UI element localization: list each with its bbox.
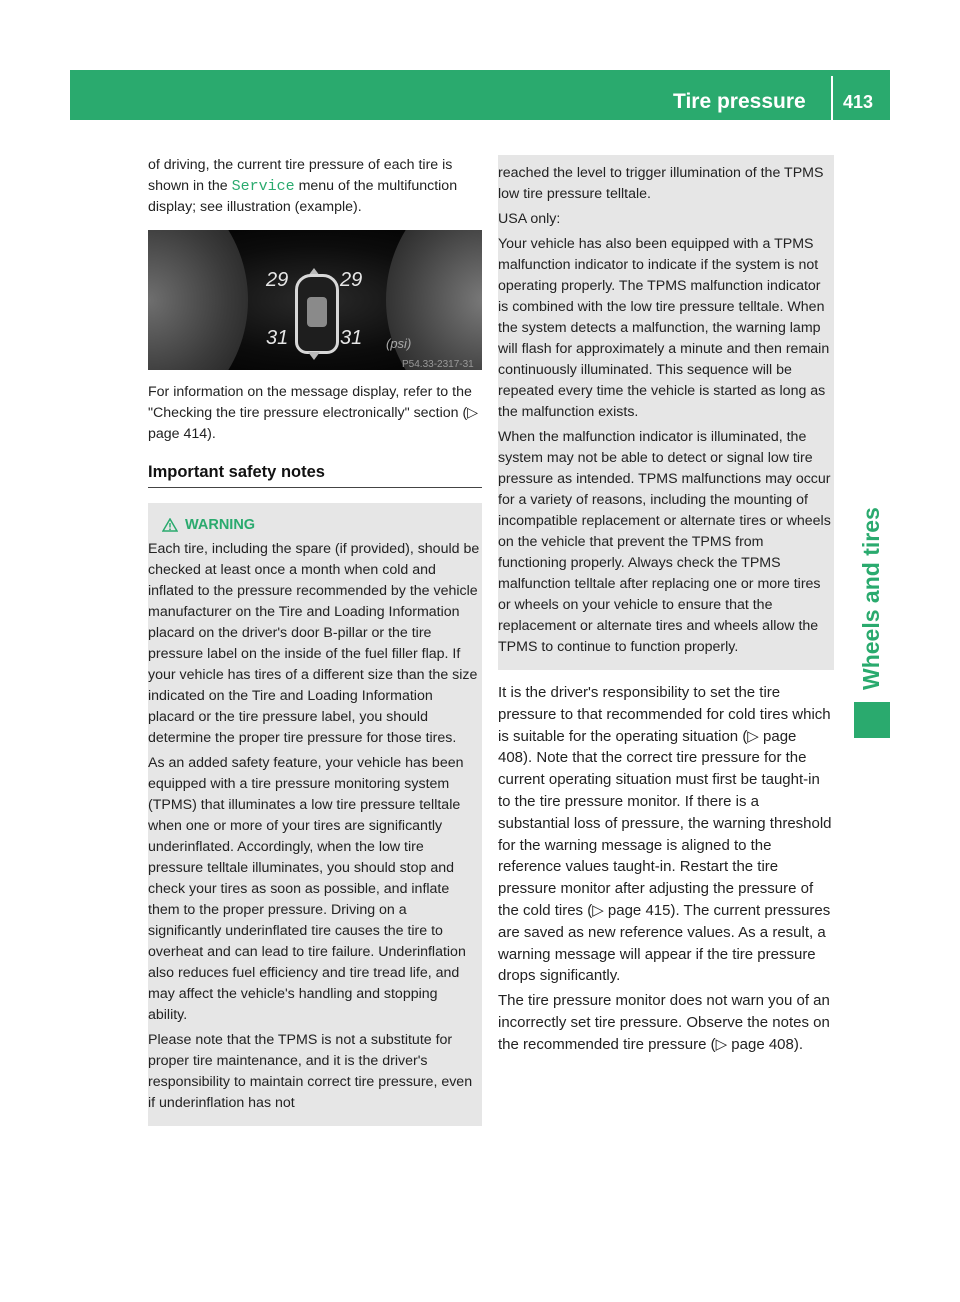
section-heading: Important safety notes	[148, 461, 482, 488]
right-body	[498, 682, 834, 1056]
warning-header	[162, 515, 480, 535]
warning-paragraph-2: As an added safety feature, your vehicle has been equipped with a tire pressure monitoring system (TPMS) that illuminates a low tire pressure telltale when one or more of your tires are significantly underinflated. Accordingly, when the low tire pressure telltale illuminates, you should stop and check your tires as soon as possible, and inflate them to the proper pressure. Driving on a significantly underinflated tire causes the tire to overheat and can lead to tire failure. Underinflation also reduces fuel efficiency and tire tread life, and may affect the vehicle's handling and stopping ability.	[148, 755, 466, 1023]
tire-pressure-display-illustration	[148, 230, 482, 370]
body-paragraph-1: It is the driver's responsibility to set the tire pressure to that recommended for cold tires which is suitable for the operating situation (▷ page 408). Note that the correct tire pressure for the current operating situation must first be taught-in to the tire pressure monitor. If there is a substantial loss of pressure, the warning threshold for the warning message is aligned to the reference values taught-in. Restart the tire pressure monitor after adjusting the pressure of the cold tires (▷ page 415). The current pressures are saved as new reference values. As a result, a warning message will appear if the tire pressure drops significantly.	[498, 684, 832, 985]
section-title: Tire pressure	[673, 90, 806, 113]
pressure-front-left: 29	[266, 269, 289, 291]
page-number: 413	[843, 92, 874, 112]
pressure-rear-right: 31	[340, 327, 363, 349]
warning-box-continued	[498, 155, 834, 670]
arrow-down-icon	[308, 352, 320, 360]
car-roof	[307, 297, 327, 327]
left-gauge	[148, 230, 248, 370]
intro-text-post: menu of the multifunction display; see illustration (example).	[148, 178, 458, 215]
figure-code: P54.33-2317-31	[402, 359, 474, 370]
box-paragraph-3: Your vehicle has also been equipped with a TPMS malfunction indicator to indicate if the system is not operating properly. The TPMS malfunction indicator is combined with the low tire pressure telltale. When the system detects a malfunction, the warning lamp will flash for approximately a minute and then remain continuously illuminated. This sequence will be repeated every time the vehicle is started as long as the malfunction exists.	[498, 236, 830, 420]
intro-paragraph	[148, 155, 482, 218]
warning-paragraph-1: Each tire, including the spare (if provided), should be checked at least once a month when cold and inflated to the pressure recommended by the vehicle manufacturer on the Tire and Loading Information placard on the driver's door B-pillar or the tire pressure label on the inside of the fuel filler flap. If your vehicle has tires of a different size than the size indicated on the Tire and Loading Information placard or the tire pressure label, you should determine the proper tire pressure for those tires.	[148, 541, 480, 746]
service-menu-term: Service	[231, 178, 295, 195]
box-paragraph-1: reached the level to trigger illumination of the TPMS low tire pressure telltale.	[498, 165, 824, 202]
side-tab-label: Wheels and tires	[858, 507, 884, 690]
right-column	[498, 155, 834, 1056]
warning-triangle-icon	[162, 518, 178, 532]
box-paragraph-4: When the malfunction indicator is illuminated, the system may not be able to detect or signal low tire pressure as intended. TPMS malfunctions may occur for a variety of reasons, including the mounting of incompatible replacement or alternate tires or wheels on the vehicle that prevent the TPMS from functioning properly. Always check the TPMS malfunction telltale after replacing one or more tires or wheels on your vehicle to ensure that the replacement or alternate tires and wheels allow the TPMS to continue to function properly.	[498, 429, 831, 655]
warning-paragraph-3: Please note that the TPMS is not a substitute for proper tire maintenance, and it is the driver's responsibility to maintain correct tire pressure, even if underinflation has not	[148, 1032, 473, 1111]
intro-text-pre: of driving, the current tire pressure of each tire is shown in the	[148, 157, 453, 194]
header-divider	[831, 76, 833, 122]
body-paragraph-2: The tire pressure monitor does not warn you of an incorrectly set tire pressure. Observe the notes on the recommended tire pressure (▷ page 408).	[498, 992, 830, 1053]
side-tab-marker	[854, 702, 890, 738]
info-paragraph: For information on the message display, refer to the "Checking the tire pressure electronically" section (▷ page 414).	[148, 384, 479, 442]
warning-box	[148, 503, 482, 1126]
box-paragraph-usa: USA only:	[498, 211, 561, 227]
warning-label: WARNING	[185, 517, 256, 533]
pressure-rear-left: 31	[266, 327, 289, 349]
car-top-view-icon	[295, 274, 339, 354]
pressure-front-right: 29	[340, 269, 363, 291]
left-column	[148, 155, 482, 1126]
pressure-unit: (psi)	[386, 336, 412, 351]
